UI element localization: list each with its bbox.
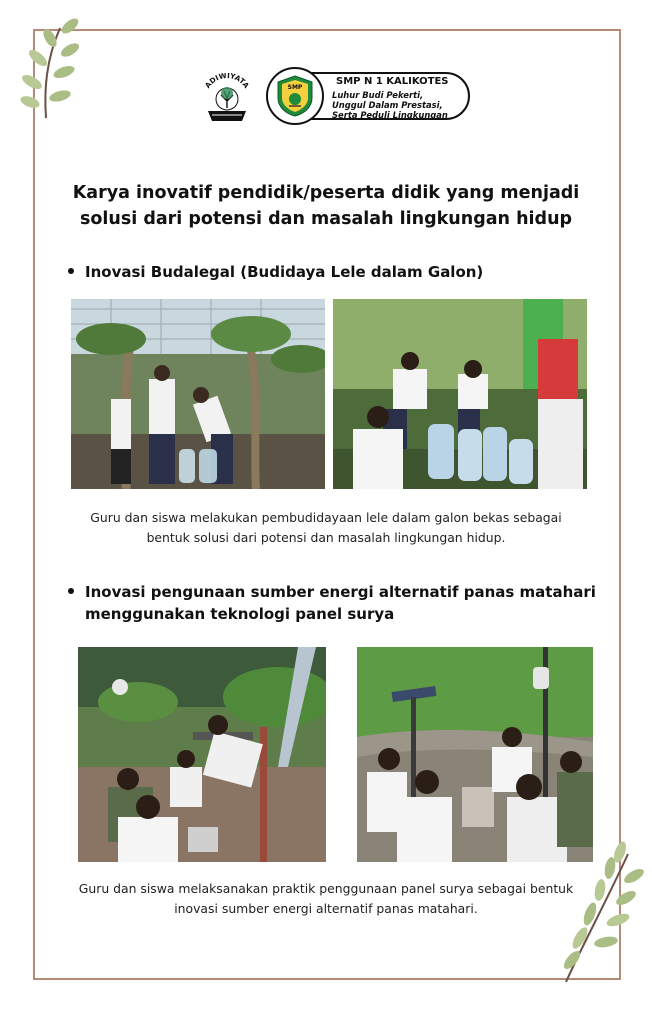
section-heading-text: Inovasi Budalegal (Budidaya Lele dalam Galon) [85,263,484,281]
photo-solar-2 [357,647,593,862]
section-heading-text: menggunakan teknologi panel surya [85,605,395,623]
motto-line: Unggul Dalam Prestasi, [332,100,443,110]
section-caption [60,879,592,919]
bullet-icon [68,588,74,594]
section-caption [60,508,592,548]
caption-line: Guru dan siswa melakukan pembudidayaan lele dalam galon bekas sebagai [90,510,562,525]
section-heading-text: Inovasi pengunaan sumber energi alternatif panas matahari [85,583,596,601]
school-motto [332,90,448,120]
school-name: SMP N 1 KALIKOTES [336,76,449,87]
bullet-icon [68,268,74,274]
page-title [40,180,612,232]
school-emblem [266,67,324,125]
motto-line: Serta Peduli Lingkungan [332,110,448,120]
caption-line: Guru dan siswa melaksanakan praktik penggunaan panel surya sebagai bentuk [78,881,574,896]
title-line: solusi dari potensi dan masalah lingkungan hidup [79,209,573,229]
section-heading [68,581,596,625]
title-line: Karya inovatif pendidik/peserta didik yang menjadi [72,183,580,203]
adiwiyata-logo [200,73,254,125]
motto-line: Luhur Budi Pekerti, [332,90,424,100]
school-emblem-icon [275,74,315,118]
photo-solar-1 [78,647,326,862]
photo-budalegal-2 [333,299,587,489]
svg-text:ADIWIYATA: ADIWIYATA [202,73,252,90]
caption-line: bentuk solusi dari potensi dan masalah lingkungan hidup. [146,530,506,545]
photo-budalegal-1 [71,299,325,489]
leaf-branch-icon [8,10,90,122]
caption-line: inovasi sumber energi alternatif panas matahari. [174,901,478,916]
svg-text:SMP: SMP [287,84,303,91]
section-heading [68,261,483,283]
school-badge [266,67,472,125]
